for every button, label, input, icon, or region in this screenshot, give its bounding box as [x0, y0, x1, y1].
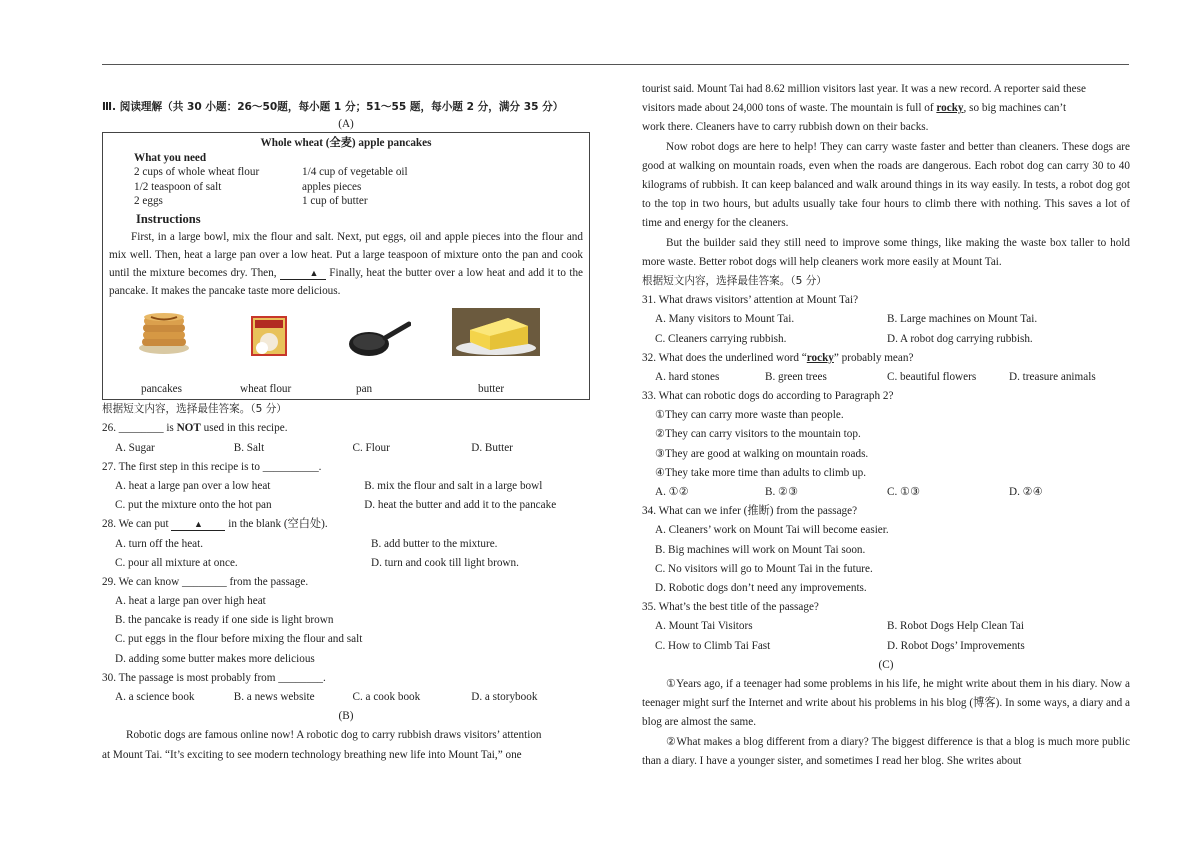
option[interactable]: D. a storybook: [471, 691, 538, 704]
q26-stem: [102, 419, 590, 438]
butter-image: [452, 308, 540, 363]
q30-options: [102, 688, 590, 707]
q26-blank: ________: [118, 422, 164, 435]
passage-b-line: tourist said. Mount Tai had 8.62 million visitors last year. It was a new record. A reporter said these: [642, 83, 1086, 95]
option[interactable]: C. put the mixture onto the hot pan: [115, 499, 272, 512]
option[interactable]: C. put eggs in the flour before mixing the flour and salt: [115, 633, 363, 646]
caption-butter: butter: [478, 383, 505, 396]
q35-options-row2: [642, 637, 1130, 656]
ingredient: 1/4 cup of vegetable oil: [302, 166, 408, 179]
q27-stem: 27. The first step in this recipe is to __________.: [102, 460, 322, 473]
q33-item: ③They are good at walking on mountain roads.: [655, 447, 869, 460]
option[interactable]: D. Robotic dogs don’t need any improvements.: [655, 581, 867, 594]
q26-post: used in this recipe.: [200, 422, 288, 435]
ingredient-row: [134, 194, 583, 208]
right-column: [642, 80, 1130, 771]
caption-pancakes: pancakes: [141, 383, 182, 396]
q27-options-row1: [102, 477, 590, 496]
passage-c-para2: ②What makes a blog different from a diary? The biggest difference is that a blog is much more public than a diary. I have a younger sister, and sometimes I read her blog. She writes about: [642, 735, 1130, 767]
option[interactable]: D. turn and cook till light brown.: [371, 556, 519, 569]
caption-pan: pan: [356, 383, 373, 396]
q32-post: ” probably mean?: [833, 351, 914, 364]
passage-b-line: [642, 99, 1130, 118]
option[interactable]: A. Cleaners’ work on Mount Tai will become easier.: [655, 524, 889, 537]
ingredient: 1 cup of butter: [302, 194, 368, 207]
option[interactable]: A. ①②: [655, 486, 689, 499]
passage-b-text: , so big machines can’t: [963, 102, 1067, 115]
q32-stem: [642, 349, 1130, 368]
left-column: [102, 98, 590, 765]
option[interactable]: B. mix the flour and salt in a large bowl: [364, 479, 543, 492]
ingredient: 2 cups of whole wheat flour: [134, 166, 260, 179]
option[interactable]: D. treasure animals: [1009, 370, 1096, 383]
header-rule: [102, 64, 1129, 65]
instructions-after: Finally, heat the butter over a low heat and add it to the pancake. It makes the pancake taste more delicious.: [109, 267, 584, 298]
option[interactable]: C. No visitors will go to Mount Tai in the future.: [655, 562, 873, 575]
option[interactable]: B. Big machines will work on Mount Tai soon.: [655, 543, 866, 556]
option[interactable]: B. Large machines on Mount Tai.: [887, 313, 1038, 326]
need-title: What you need: [134, 152, 207, 165]
option[interactable]: C. How to Climb Tai Fast: [655, 639, 771, 652]
ingredient-row: [134, 180, 583, 194]
option[interactable]: D. Robot Dogs’ Improvements: [887, 639, 1025, 652]
q28-stem: [102, 515, 590, 534]
instructions-before: First, in a large bowl, mix the flour and salt. Next, put eggs, oil and apple pieces into the flour and mix well. Then, heat a large pan over a low heat. Put a large teaspoon of mixture onto the pan and cook until the mixture becomes dry. Then,: [109, 231, 583, 280]
pan-image: [347, 320, 411, 367]
passage-b-para3: But the builder said they still need to improve some things, like making the waste box taller to hold more waste. Better robot dogs will help cleaners work more easily at Mount Tai.: [642, 236, 1130, 268]
passage-b-line: at Mount Tai. “It’s exciting to see modern technology breathing new life into Mount Tai,” one: [102, 748, 522, 761]
option[interactable]: D. Butter: [471, 441, 513, 454]
q28-blank: ▲: [171, 519, 225, 531]
q35-options-row1: [642, 617, 1130, 636]
passage-c-para1: ①Years ago, if a teenager had some problems in his life, he might write about them in his diary. Now a teenager might surf the Internet and write about his problems in his blog (博客). In some ways, a diary and a blog are almost the same.: [642, 677, 1130, 729]
option[interactable]: C. Cleaners carrying rubbish.: [655, 332, 787, 345]
recipe-title: Whole wheat (全麦) apple pancakes: [260, 137, 432, 150]
q28-options-row1: [102, 535, 590, 554]
q26-bold: NOT: [176, 422, 201, 435]
option[interactable]: A. turn off the heat.: [115, 537, 204, 550]
ingredient: apples pieces: [302, 180, 362, 193]
ingredients-list: [109, 151, 583, 208]
q32-options: [642, 368, 1130, 387]
recipe-box: [102, 132, 590, 400]
part-c-label: (C): [878, 658, 894, 671]
option[interactable]: B. green trees: [765, 370, 827, 383]
option[interactable]: C. Flour: [352, 441, 390, 454]
option[interactable]: A. Many visitors to Mount Tai.: [655, 313, 795, 326]
option[interactable]: A. a science book: [115, 691, 195, 704]
option[interactable]: B. add butter to the mixture.: [371, 537, 498, 550]
q31-stem: 31. What draws visitors’ attention at Mount Tai?: [642, 294, 859, 307]
part-a-label: (A): [338, 118, 354, 131]
option[interactable]: A. Mount Tai Visitors: [655, 620, 753, 633]
option[interactable]: A. Sugar: [115, 441, 155, 454]
option[interactable]: C. a cook book: [352, 691, 421, 704]
option[interactable]: C. ①③: [887, 486, 921, 499]
option[interactable]: D. A robot dog carrying rubbish.: [887, 332, 1033, 345]
option[interactable]: B. Salt: [233, 441, 265, 454]
q33-item: ①They can carry more waste than people.: [655, 409, 844, 422]
q33-options: [642, 483, 1130, 502]
option[interactable]: A. heat a large pan over high heat: [115, 595, 266, 608]
q33-stem: 33. What can robotic dogs do according to Paragraph 2?: [642, 390, 894, 403]
q27-options-row2: [102, 496, 590, 515]
option[interactable]: B. the pancake is ready if one side is light brown: [115, 614, 334, 627]
option[interactable]: D. ②④: [1009, 486, 1043, 499]
ingredient: 2 eggs: [134, 194, 163, 207]
passage-b-line: work there. Cleaners have to carry rubbish down on their backs.: [642, 121, 929, 134]
option[interactable]: B. ②③: [765, 486, 799, 499]
passage-b-para2: Now robot dogs are here to help! They can carry waste faster and better than cleaners. These dogs are good at walking on mountain roads, even when the roads are dangerous. Each robot dog can carry 30 to 40 kilograms of rubbish. It can keep balanced and walk around things in its way easily. In tests, a robot dog got to the top in two hours, but adults usually take four hours to climb there with nothing. This saves a lot of time and energy for the cleaners.: [642, 140, 1130, 230]
q26-pre: is: [166, 422, 177, 435]
instruction-a: 根据短文内容，选择最佳答案。（5 分）: [102, 403, 287, 416]
q31-options-row2: [642, 330, 1130, 349]
option[interactable]: D. heat the butter and add it to the pancake: [364, 499, 557, 512]
pancakes-image: [137, 308, 191, 363]
passage-b-line: Robotic dogs are famous online now! A robotic dog to carry rubbish draws visitors’ attention: [126, 729, 542, 742]
option[interactable]: B. a news website: [233, 691, 315, 704]
option[interactable]: C. beautiful flowers: [887, 370, 977, 383]
option[interactable]: A. heat a large pan over a low heat: [115, 479, 271, 492]
option[interactable]: A. hard stones: [655, 370, 720, 383]
q28-pre: 28. We can put: [102, 518, 169, 531]
instruction-b: 根据短文内容，选择最佳答案。（5 分）: [642, 274, 827, 287]
q26-options: [102, 439, 590, 458]
recipe-pictures: [109, 306, 583, 394]
ingredient: 1/2 teaspoon of salt: [134, 180, 222, 193]
section-title: Ⅲ. 阅读理解（共 30 小题：26～50题，每小题 1 分；51～55 题，每小题 2 分，满分 35 分）: [102, 101, 564, 113]
option[interactable]: C. pour all mixture at once.: [115, 556, 238, 569]
part-b-label: (B): [338, 710, 354, 723]
underlined-word-rocky: rocky: [936, 102, 964, 115]
option[interactable]: D. adding some butter makes more delicious: [115, 652, 315, 665]
q28-post: in the blank (空白处).: [228, 518, 328, 531]
passage-b-text: visitors made about 24,000 tons of waste. The mountain is full of: [642, 102, 934, 115]
q35-stem: 35. What’s the best title of the passage?: [642, 601, 819, 614]
wheat-flour-image: [249, 314, 289, 365]
answer-blank: ▲: [280, 268, 326, 280]
instructions-text: [109, 228, 583, 300]
q30-stem: 30. The passage is most probably from ________.: [102, 671, 326, 684]
q31-options-row1: [642, 310, 1130, 329]
q28-options-row2: [102, 554, 590, 573]
q26-num: 26.: [102, 422, 116, 435]
option[interactable]: B. Robot Dogs Help Clean Tai: [887, 620, 1024, 633]
caption-wheat-flour: wheat flour: [240, 383, 292, 396]
q32-pre: 32. What does the underlined word “: [642, 351, 807, 364]
q33-item: ④They take more time than adults to climb up.: [655, 466, 867, 479]
q34-stem: 34. What can we infer (推断) from the passage?: [642, 505, 858, 518]
q33-item: ②They can carry visitors to the mountain top.: [655, 428, 861, 441]
ingredient-row: [134, 165, 583, 179]
q29-stem: 29. We can know ________ from the passage.: [102, 575, 309, 588]
q32-word: rocky: [806, 351, 834, 364]
instructions-title: Instructions: [136, 212, 201, 227]
